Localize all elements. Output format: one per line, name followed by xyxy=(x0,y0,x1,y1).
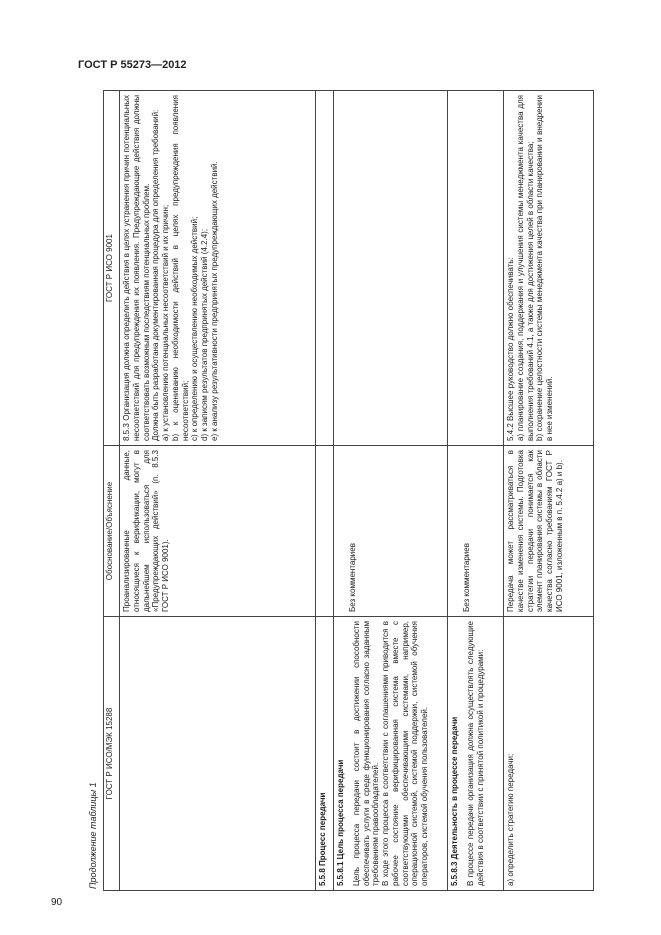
table-cell xyxy=(316,91,334,446)
paragraph: d) к записям результатов предпринятых действий (4.2.4); xyxy=(200,228,209,441)
table-cell: Передача может рассматриваться в качестве изменения системы. Подготовка стратегии передачи понимается как элемент планирования системы в области качества согласно требованиям ГОСТ Р ИСО 9001, изложенным в п. 5.4.2 a) и b). xyxy=(504,446,594,617)
table-row xyxy=(120,91,316,891)
comment: Без комментариев xyxy=(462,543,471,612)
table-cell xyxy=(334,617,448,891)
table-header-row xyxy=(104,91,120,891)
table-row xyxy=(448,91,504,891)
table-cell xyxy=(504,91,594,446)
paragraph: В процессе передачи организация должна осуществлять следующие действия в соответствии с принятой политикой и процедурами: xyxy=(465,621,485,886)
document-title: ГОСТ Р 55273—2012 xyxy=(78,59,187,71)
table-row xyxy=(316,91,334,891)
page-number: 90 xyxy=(51,897,63,908)
paragraph: 5.4.2 Высшее руководство должно обеспечивать: xyxy=(506,257,515,441)
table-row xyxy=(504,91,594,891)
rotated-table-area xyxy=(88,91,608,891)
paragraph: В ходе этого процесса в соответствии с соглашениями приводится в рабочее состояние верифицированная система вместе с соответствующими обеспечивающими системами, например, операционной системой, системой поддержки, системой обучения операторов, системой обучения пользователей. xyxy=(381,621,429,886)
paragraph: Цель процесса передачи состоит в достижении способности обеспечивать услуги в среде функционирования согласно заданным требованиям правообладателей. xyxy=(351,621,381,886)
table-cell xyxy=(120,617,316,891)
header-iso15288: ГОСТ Р ИСО/МЭК 15288 xyxy=(104,617,120,891)
paragraph: Должна быть разработана документированная процедура для определения требований: xyxy=(151,109,161,441)
paragraph: a) планирование создания, поддержания и улучшения системы менеджмента качества для выполнения требований 4.1, а также для достижения целей в области качества; xyxy=(515,95,535,441)
table-cell xyxy=(448,617,504,891)
table-cell xyxy=(316,446,334,617)
paragraph: c) к определению и осуществлению необходимых действий; xyxy=(190,216,200,441)
table-cell xyxy=(334,446,448,617)
comment: Без комментариев xyxy=(348,543,357,612)
paragraph: e) к анализу результативности предпринятых предупреждающих действий. xyxy=(209,161,219,441)
table-cell xyxy=(448,446,504,617)
section-heading: 5.5.8 Процесс передачи xyxy=(318,792,327,886)
paragraph: 8.5.3 Организация должна определить действия в целях устранения причин потенциальных несоответствий для предупреждения их появления. Предупреждающие действия должны соответствовать возможным последствиям потенциальных проблем. xyxy=(122,95,151,441)
paragraph: a) к установлению потенциальных несоответствий и их причин; xyxy=(161,204,170,441)
table-continued-caption: Продолжение таблицы 1 xyxy=(88,782,98,889)
paragraph: b) сохранение целостности системы менеджмента качества при планировании и внедрении в нее изменений. xyxy=(535,95,554,441)
table-cell: Проанализированные данные, относящиеся к верификации, могут в дальнейшем использоваться для «Предупреждающих действий» (п. 8.5.3 ГОСТ Р ИСО 9001). xyxy=(120,446,316,617)
table-cell xyxy=(120,91,316,446)
header-justification: Обоснование/Объяснение xyxy=(104,446,120,617)
paragraph: b) к оцениванию необходимости действий в целях предупреждения появления несоответствий; xyxy=(170,95,190,441)
table-cell xyxy=(448,91,504,446)
section-heading: 5.5.8.3 Деятельность в процессе передачи xyxy=(450,716,459,886)
header-iso9001: ГОСТ Р ИСО 9001 xyxy=(104,91,120,446)
section-heading: 5.5.8.1 Цель процесса передачи xyxy=(336,759,345,886)
table-row xyxy=(334,91,448,891)
table-cell: a) определить стратегию передачи; xyxy=(504,617,594,891)
table-cell xyxy=(334,91,448,446)
comparison-table xyxy=(103,90,594,891)
table-cell xyxy=(316,617,334,891)
